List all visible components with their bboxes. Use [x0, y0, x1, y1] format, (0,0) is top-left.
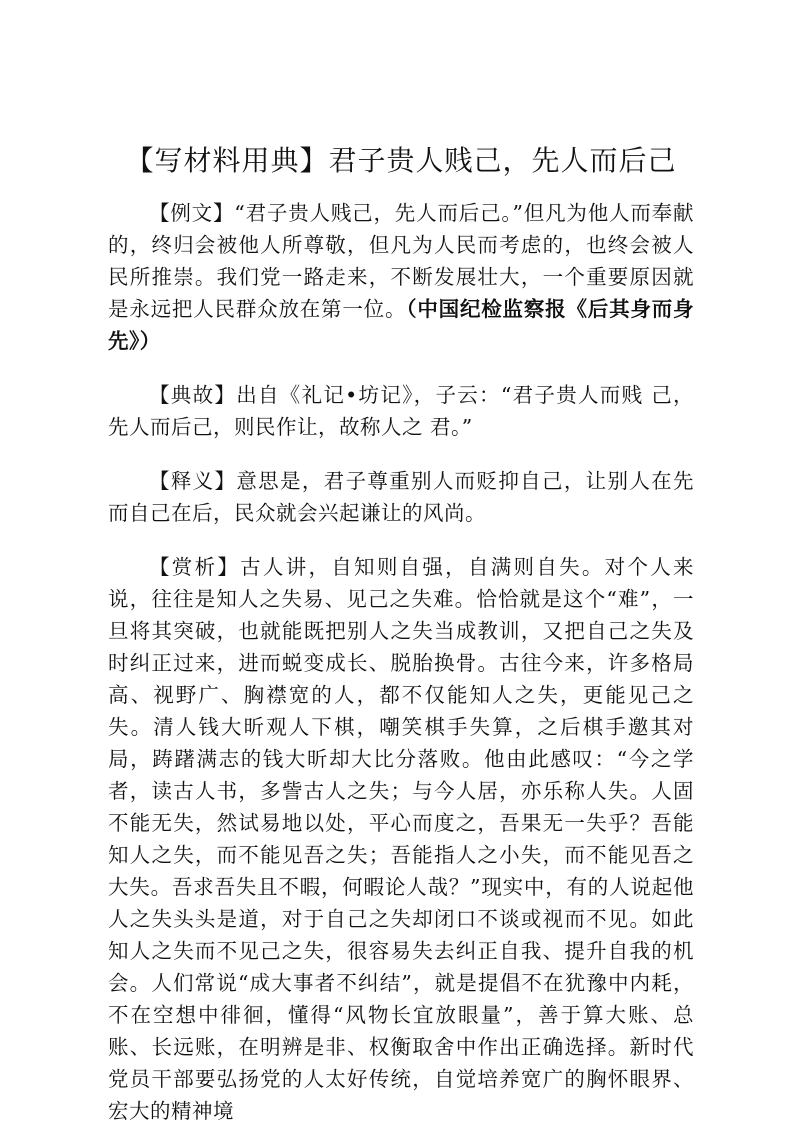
paragraph-allusion	[108, 379, 694, 443]
analysis-tag: 【赏析】	[149, 555, 241, 579]
allusion-text: 出自《礼记•坊记》，子云：“君子贵人而贱 己，先人而后己，则民作让，故称人之 君。”	[108, 383, 695, 439]
explanation-text: 意思是，君子尊重别人而贬抑自己，让别人在先而自己在后，民众就会兴起谦让的风尚。	[108, 469, 695, 525]
paragraph-analysis	[108, 551, 694, 1127]
example-text: “君子贵人贱己，先人而后己。”但凡为他人而奉献的，终归会被他人所尊敬，但凡为人民而考虑的，也终会被人民所推崇。我们党一路走来，不断发展壮大，一个重要原因就是永远把人民群众放在第一位。	[108, 201, 694, 321]
analysis-text: 古人讲，自知则自强，自满则自失。对个人来说，往往是知人之失易、见己之失难。恰恰就是这个“难”，一旦将其突破，也就能既把别人之失当成教训，又把自己之失及时纠正过来，进而蜕变成长、脱胎换骨。古往今来，许多格局高、视野广、胸襟宽的人，都不仅能知人之失，更能见己之失。清人钱大昕观人下棋，嘲笑棋手失算，之后棋手邀其对局，踌躇满志的钱大昕却大比分落败。他由此感叹：“今之学者，读古人书，多訾古人之失；与今人居，亦乐称人失。人固不能无失，然试易地以处，平心而度之，吾果无一失乎？吾能知人之失，而不能见吾之失；吾能指人之小失，而不能见吾之大失。吾求吾失且不暇，何暇论人哉？”现实中，有的人说起他人之失头头是道，对于自己之失却闭口不谈或视而不见。如此知人之失而不见己之失，很容易失去纠正自我、提升自我的机会。人们常说“成大事者不纠结”，就是提倡不在犹豫中内耗，不在空想中徘徊，懂得“风物长宜放眼量”，善于算大账、总账、长远账，在明辨是非、权衡取舍中作出正确选择。新时代党员干部要弘扬党的人太好传统，自觉培养宽广的胸怀眼界、宏大的精神境	[108, 555, 695, 1123]
example-tag: 【例文】	[149, 201, 235, 225]
paragraph-explanation	[108, 465, 694, 529]
document-page	[108, 0, 694, 1127]
explanation-tag: 【释义】	[149, 469, 237, 493]
document-title: 【写材料用典】君子贵人贱己，先人而后己	[125, 144, 677, 177]
example-source: （中国纪检监察报《后其身而身先》）	[108, 297, 695, 353]
paragraph-example	[108, 197, 694, 357]
allusion-tag: 【典故】	[149, 383, 237, 407]
